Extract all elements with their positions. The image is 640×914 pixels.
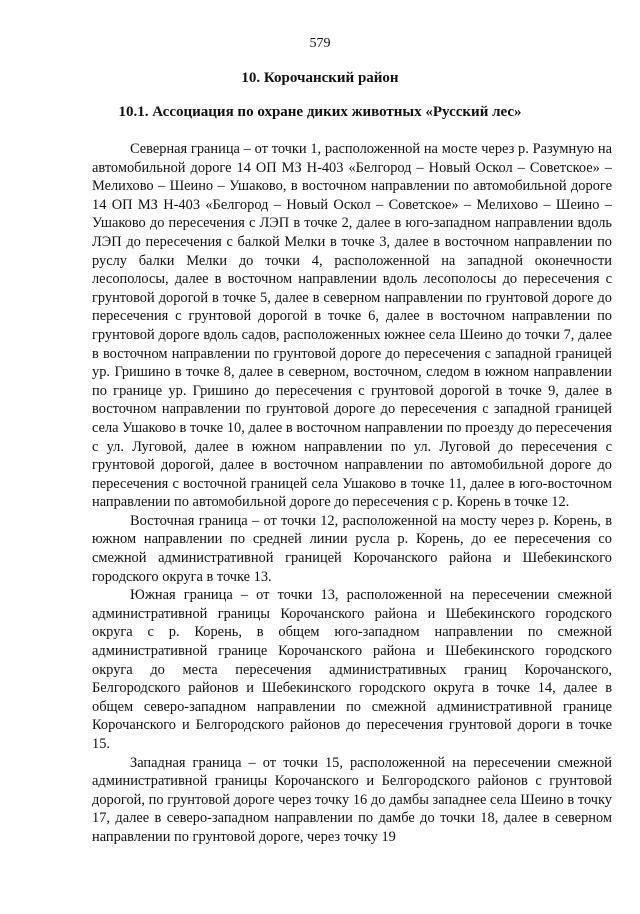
section-title: 10. Корочанский район bbox=[241, 70, 399, 86]
paragraph-west-border: Западная граница – от точки 15, расположенной на пересечении смежной административной границы Корочанского и Белгородского районов с грунтовой дорогой, по грунтовой дороге через точку 16 до дамбы западнее села Шеино в точку 17, далее в северо-западном направлении по дамбе до точки 18, далее в северном направлении по грунтовой дороге, через точку 19 bbox=[92, 754, 612, 845]
paragraph-north-border: Северная граница – от точки 1, расположенной на мосте через р. Разумную на автомобильной дороге 14 ОП МЗ Н-403 «Белгород – Новый Оскол – Советское» – Мелихово – Шеино – Ушаково, в восточном направлении по автомобильной дороге 14 ОП МЗ Н-403 «Белгород – Новый Оскол – Советское» – Мелихово – Шеино – Ушаково до пересечения с ЛЭП в точке 2, далее в юго-западном направлении вдоль ЛЭП до пересечения с балкой Мелки в точке 3, далее в восточном направлении по руслу балки Мелки до точки 4, расположенной на западной оконечности лесополосы, далее в восточном направлении вдоль лесополосы до пересечения с грунтовой дорогой в точке 5, далее в северном направлении по грунтовой дороге до пересечения с грунтовой дорогой в точке 6, далее в восточном направлении по грунтовой дороге вдоль садов, расположенных южнее села Шеино до точки 7, далее в восточном направлении по грунтовой дороге до пересечения с западной границей ур. Гришино в точке 8, далее в северном, восточном, следом в южном направлении по границе ур. Гришино до пересечения с грунтовой дорогой в точке 9, далее в восточном направлении по грунтовой дороге до пересечения с западной границей села Ушаково в точке 10, далее в восточном направлении по проезду до пересечения с ул. Луговой, далее в южном направлении по ул. Луговой до пересечения с грунтовой дорогой, далее в восточном направлении по автомобильной дороге до пересечения с восточной границей села Ушаково в точке 11, далее в юго-восточном направлении по автомобильной дороге до пересечения с р. Корень в точке 12. bbox=[92, 141, 612, 511]
document-body bbox=[92, 140, 612, 847]
page-number: 579 bbox=[309, 36, 331, 51]
paragraph-south-border: Южная граница – от точки 13, расположенной на пересечении смежной административной границы Корочанского района и Шебекинского городского округа с р. Корень, в общем юго-западном направлении по смежной административной границе Корочанского района и Шебекинского городского округа до места пересечения административных границ Корочанского, Белгородского районов и Шебекинского городского округа в точке 14, далее в общем северо-западном направлении по смежной административной границе Корочанского и Белгородского районов до пересечения грунтовой дороги в точке 15. bbox=[92, 587, 612, 752]
paragraph-east-border: Восточная граница – от точки 12, расположенной на мосту через р. Корень, в южном направлении по средней линии русла р. Корень, до ее пересечения со смежной административной границей Корочанского района и Шебекинского городского округа в точке 13. bbox=[92, 512, 612, 585]
subsection-title: 10.1. Ассоциация по охране диких животных «Русский лес» bbox=[118, 104, 522, 120]
